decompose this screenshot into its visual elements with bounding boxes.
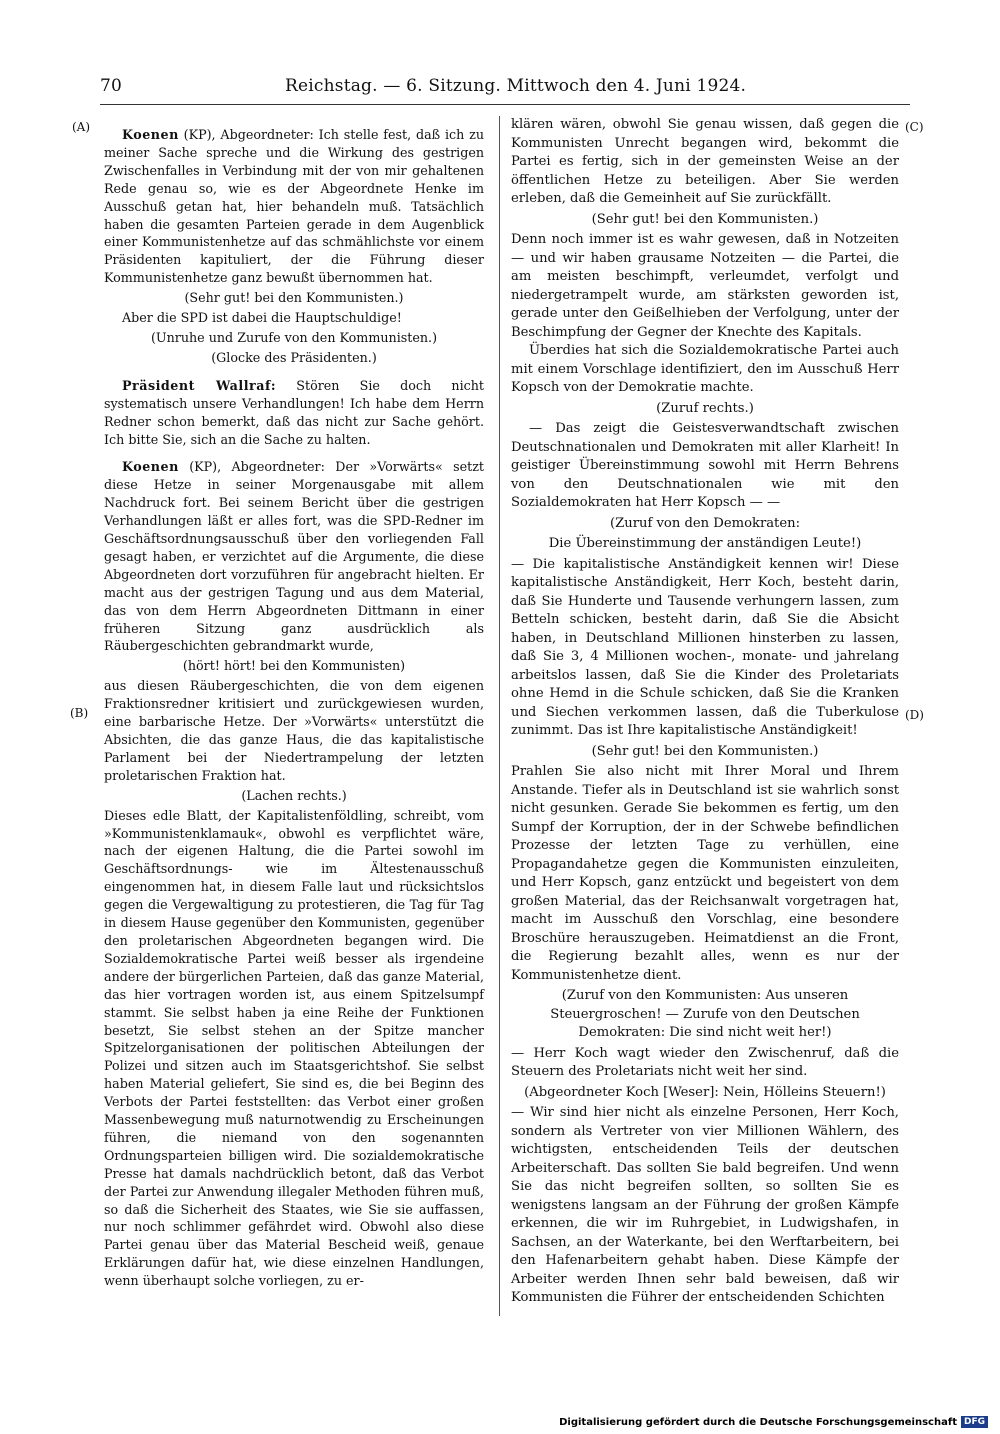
footer	[559, 1416, 988, 1428]
margin-marker-d: (D)	[905, 708, 924, 722]
interjection: (Abgeordneter Koch [Weser]: Nein, Hölleins Steuern!)	[524, 1084, 886, 1100]
page-number: 70	[100, 76, 123, 96]
header-rule	[100, 104, 910, 105]
speech-text: (KP), Abgeordneter: Ich stelle fest, daß ich zu meiner Sache spreche und die Wirkung des gestrigen Zwischenfalles in Verbindung mit der von mir gehaltenen Rede genau so, wie es der Abgeordnete Henke im Ausschuß getan hat, hier behandeln muß. Tatsächlich haben die gesamten Parteien gerade in dem Augenblick einer Kommunistenhetze auf das schmählichste vor einem Präsidenten kapituliert, der die Führung dieser Kommunistenhetze ganz bewußt übernommen hat.	[104, 127, 484, 286]
paragraph: Dieses edle Blatt, der Kapitalistenföldling, schreibt, vom »Kommunistenklamauk«, obwohl es verpflichtet wäre, nach der eigenen Haltung, die die Partei sowohl im Geschäftsordnungs- wie im Ältestenausschuß eingenommen hat, in diesem Falle laut und rücksichtslos gegen die Vergewaltigung zu protestieren, die Tag für Tag in diesem Hause gegenüber den Kommunisten, gegenüber den proletarischen Abgeordneten begangen wird. Die Sozialdemokratische Partei weiß besser als irgendeine andere der bürgerlichen Parteien, daß das ganze Material, das hier vortragen worden ist, aus einem Spitzelsumpf stammt. Sie selbst haben ja eine Reihe der Funktionen besetzt, Sie selbst stehen an der Spitze mancher Spitzelorganisationen der politischen Abteilungen der Polizei und sitzen auch im Staatsgerichtshof. Sie selbst haben Material geliefert, Sie sind es, die bei Beginn des Verbots der Partei feststellten: das Verbot einer großen Massenbewegung muß naturnotwendig zu Erscheinungen führen, die niemand von den sogenannten Ordnungsparteien billigen wird. Die sozialdemokratische Presse hat damals nachdrücklich betont, daß das Verbot der Partei zur Anwendung illegaler Methoden führen muß, so daß die Sicherheit des Staates, wie Sie sie auffassen, nur noch schlimmer gefährdet wird. Obwohl also diese Partei genau über das Material Bescheid weiß, genaue Erklärungen dafür hat, wie diese einzelnen Handlungen, wenn überhaupt solche vorliegen, zu er-	[104, 807, 484, 1289]
paragraph: — Die kapitalistische Anständigkeit kennen wir! Diese kapitalistische Anständigkeit, Herr Koch, besteht darin, daß Sie Hunderte und Tausende verhungern lassen, zum Betteln schicken, besteht darin, daß Sie die Absicht haben, in Deutschland Millionen hinsterben zu lassen, daß Sie 3, 4 Millionen wochen-, monate- und jahrelang arbeitslos lassen, daß Sie die Kinder des Proletariats ohne Hemd in die Schule schicken, daß Sie die Kranken und Siechen verkommen lassen, daß die Tuberkulose zunimmt. Das ist Ihre kapitalistische Anständigkeit!	[511, 556, 899, 738]
paragraph: Aber die SPD ist dabei die Hauptschuldige!	[122, 310, 402, 326]
speech-paragraph	[104, 377, 484, 449]
column-divider	[499, 116, 500, 1316]
speech-text: Stören Sie doch nicht systematisch unsere Verhandlungen! Ich habe dem Herrn Redner schon bemerkt, daß das nicht zur Sache gehört. Ich bitte Sie, sich an die Sache zu halten.	[104, 377, 484, 447]
paragraph: — Herr Koch wagt wieder den Zwischenruf, daß die Steuern des Proletariats nicht weit her sind.	[511, 1045, 899, 1079]
interjection: (Zuruf von den Kommunisten: Aus unseren Steuergroschen! — Zurufe von den Deutschen Demokraten: Die sind nicht weit her!)	[550, 988, 860, 1040]
interjection: (Unruhe und Zurufe von den Kommunisten.)	[150, 329, 438, 345]
running-title: Reichstag. — 6. Sitzung. Mittwoch den 4. Juni 1924.	[285, 76, 747, 96]
paragraph: aus diesen Räubergeschichten, die von dem eigenen Fraktionsredner kritisiert und zurückgewiesen wurden, eine barbarische Hetze. Der »Vorwärts« unterstützt die Absichten, die das ganze Haus, die das kapitalistische Parlament bei der Niedertrampelung der letzten proletarischen Fraktion hat.	[104, 678, 484, 783]
speech-text: (KP), Abgeordneter: Der »Vorwärts« setzt diese Hetze in seiner Morgenausgabe mit allem Nachdruck fort. Bei seinem Bericht über die gestrigen Verhandlungen läßt er alles fort, was die SPD-Redner im Geschäftsordnungsausschuß über den vorliegenden Fall gesagt haben, er verzichtet auf die Argumente, die diese Abgeordneten dort vorzuführen für angebracht hielten. Er macht aus der gestrigen Tagung und aus dem Material, das von dem Herrn Abgeordneten Dittmann in einer früheren Sitzung ganz ausdrücklich als Räubergeschichten gebrandmarkt wurde,	[104, 459, 484, 654]
dfg-logo: DFG	[961, 1416, 988, 1428]
footer-credit: Digitalisierung gefördert durch die Deutsche Forschungsgemeinschaft	[559, 1416, 957, 1428]
paragraph: — Das zeigt die Geistesverwandtschaft zwischen Deutschnationalen und Demokraten mit aller Klarheit! In geistiger Übereinstimmung sowohl mit Herrn Behrens von den Deutschnationalen wie mit den Sozialdemokraten hat Herr Kopsch — —	[511, 421, 899, 510]
left-column	[104, 116, 484, 1290]
page-header	[100, 74, 910, 100]
speaker-name: Koenen	[122, 459, 179, 475]
margin-marker-b: (B)	[70, 706, 89, 720]
speech-paragraph	[104, 458, 484, 655]
interjection: (Zuruf von den Demokraten:	[609, 515, 801, 531]
right-column	[511, 116, 899, 1308]
interjection: (Lachen rechts.)	[241, 787, 347, 803]
interjection: (Glocke des Präsidenten.)	[211, 349, 377, 365]
speaker-name: Koenen	[122, 127, 179, 142]
paragraph: — Wir sind hier nicht als einzelne Personen, Herr Koch, sondern als Vertreter von vier Millionen Wählern, des wichtigsten, entscheidenden Teils der deutschen Arbeiterschaft. Das sollten Sie bald begreifen. Und wenn Sie das nicht begreifen sollten, so sollten Sie es wenigstens langsam an der Führung der großen Kämpfe erkennen, die wir im Ruhrgebiet, in Ludwigshafen, in Sachsen, an der Waterkante, bei den Werftarbeitern, bei den Hafenarbeitern gehabt haben. Diese Kämpfe der Arbeiter werden Ihnen sehr bald beweisen, daß wir Kommunisten die Führer der entscheidenden Schichten	[511, 1105, 899, 1305]
interjection: (Sehr gut! bei den Kommunisten.)	[184, 290, 404, 306]
interjection: Die Übereinstimmung der anständigen Leute!)	[548, 536, 862, 551]
margin-marker-c: (C)	[905, 120, 924, 134]
paragraph: klären wären, obwohl Sie genau wissen, daß gegen die Kommunisten Unrecht begangen wird, bekommt die Partei es fertig, sich in der gemeinsten Weise an der öffentlichen Hetze zu beteiligen. Aber Sie werden erleben, daß die Gemeinheit auf Sie zurückfällt.	[511, 117, 899, 206]
interjection: (Sehr gut! bei den Kommunisten.)	[591, 743, 819, 759]
paragraph: Prahlen Sie also nicht mit Ihrer Moral und Ihrem Anstande. Tiefer als in Deutschland ist sie wahrlich sonst nicht gesunken. Gerade Sie bekommen es fertig, um den Sumpf der Korruption, der in der Schwebe befindlichen Prozesse der letzten Tage zu verhüllen, eine Propagandahetze gegen die Kommunisten einzuleiten, und Herr Kopsch, ganz entzückt und begeistert von dem großen Material, das der Reichsanwalt vorgetragen hat, macht im Ausschuß den Vorschlag, eine besondere Broschüre herauszugeben. Heimatdienst an die Front, die Regierung bezahlt alles, wenn es nur der Kommunistenhetze dient.	[511, 764, 899, 983]
paragraph: Denn noch immer ist es wahr gewesen, daß in Notzeiten — und wir haben grausame Notzeiten — die Partei, die am meisten beschimpft, verleumdet, verfolgt und niedergetrampelt wurde, am stärksten geworden ist, gerade unter den Geißelhieben der Verfolgung, unter der Beschimpfung der Gegner der Knechte des Kapitals.	[511, 232, 899, 340]
margin-marker-a: (A)	[72, 120, 91, 134]
interjection: (hört! hört! bei den Kommunisten)	[182, 658, 406, 674]
paragraph: Überdies hat sich die Sozialdemokratische Partei auch mit einem Vorschlage identifiziert, den im Ausschuß Herr Kopsch von der Demokratie machte.	[511, 343, 899, 395]
speaker-name: Präsident Wallraf:	[122, 377, 277, 393]
interjection: (Zuruf rechts.)	[656, 400, 754, 416]
speech-paragraph	[104, 126, 484, 287]
interjection: (Sehr gut! bei den Kommunisten.)	[591, 211, 819, 227]
